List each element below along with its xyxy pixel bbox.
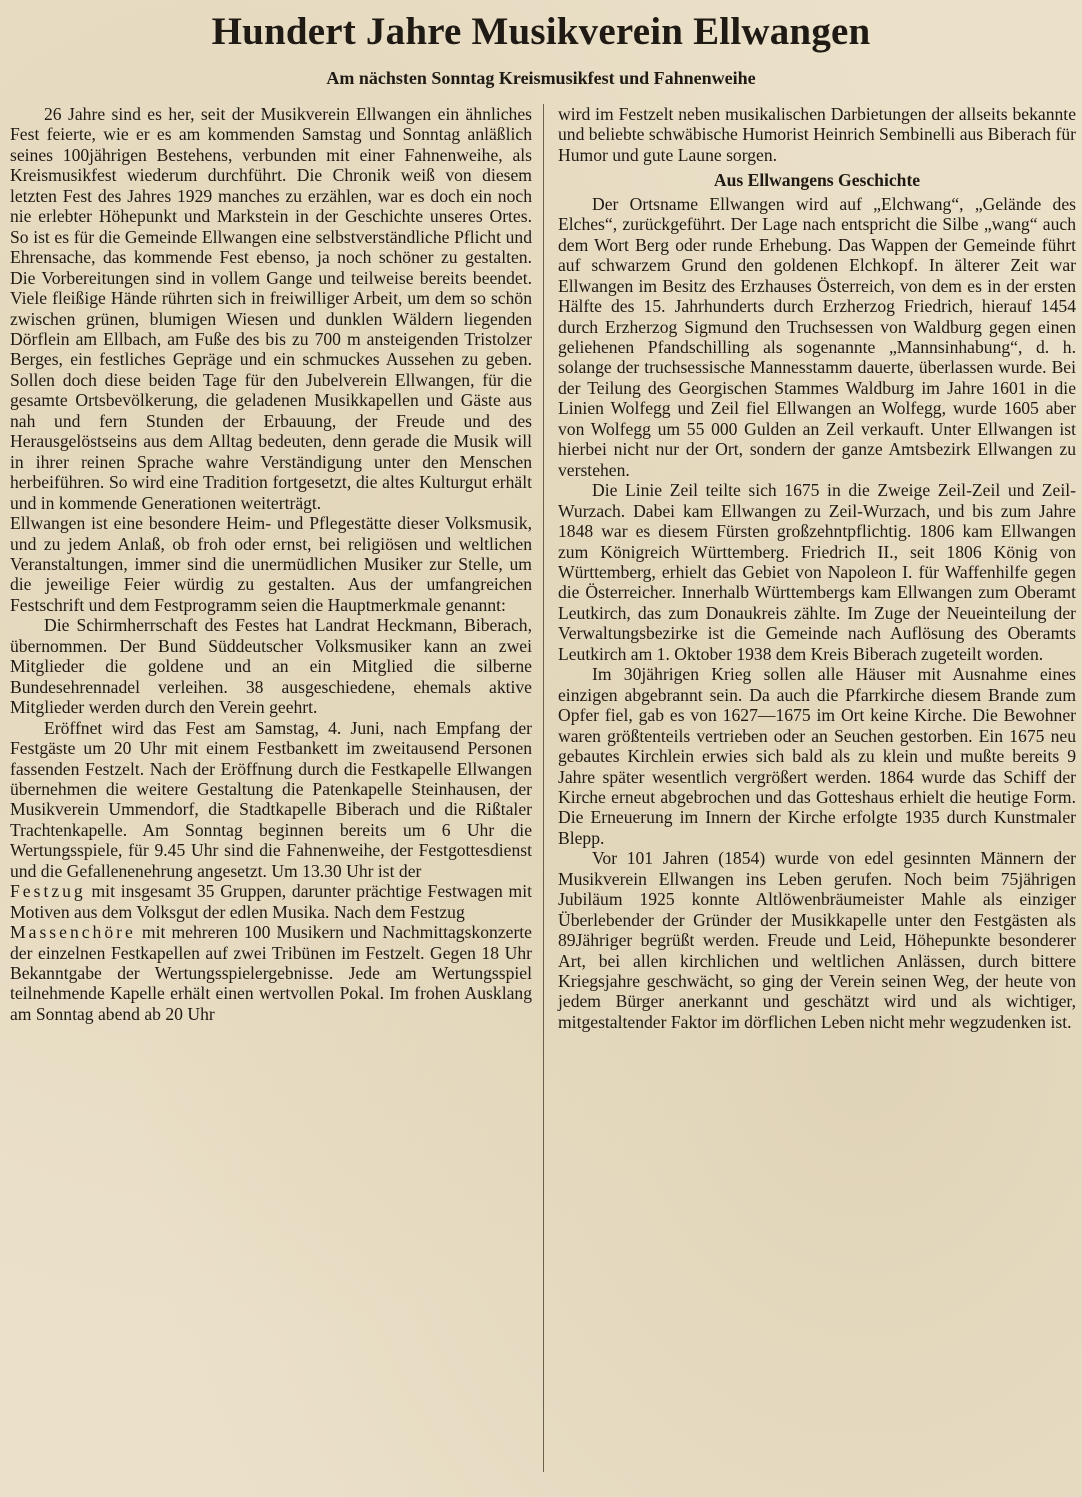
paragraph: wird im Festzelt neben musikalischen Darbietungen der allseits bekannte und beliebte schwäbische Humorist Heinrich Sembinelli aus Biberach für Humor und gute Laune sorgen. [558, 104, 1076, 165]
paragraph [10, 922, 532, 1024]
paragraph [10, 881, 532, 922]
spaced-word: Festzug [10, 881, 86, 902]
paragraph: 26 Jahre sind es her, seit der Musikverein Ellwangen ein ähnliches Fest feierte, wie er es am kommenden Samstag und Sonntag anläßlich seines 100jährigen Bestehens, verbunden mit einer Fahnenweihe, als Kreismusikfest wiederum durchführt. Die Chronik weiß von diesem letzten Fest des Jahres 1929 manches zu erzählen, war es doch ein noch nie erlebter Höhepunkt und Markstein in der Geschichte unseres Ortes. So ist es für die Gemeinde Ellwangen eine selbstverständliche Pflicht und Ehrensache, das kommende Fest ebenso, ja noch schöner zu gestalten. Die Vorbereitungen sind in vollem Gange und teilweise bereits beendet. Viele fleißige Hände rührten sich in freiwilliger Arbeit, um dem so schön zwischen grünen, blumigen Wiesen und dunklen Wäldern liegenden Dörflein am Ellbach, am Fuße des bis zu 700 m ansteigenden Tristolzer Berges, ein festliches Gepräge und ein schmuckes Aussehen zu geben. Sollen doch diese beiden Tage für den Jubelverein Ellwangen, für die gesamte Ortsbevölkerung, die geladenen Musikkapellen und Gäste aus nah und fern Stunden der Erbauung, der Freude und des Herausgelöstseins aus dem Alltag bedeuten, denn gerade die Musik will in ihrer reinen Sprache wahre Verständigung unter den Menschen herbeiführen. So wird eine Tradition fortgesetzt, die altes Kulturgut erhält und in kommende Generationen weiterträgt. [10, 104, 532, 513]
paragraph: Die Linie Zeil teilte sich 1675 in die Zweige Zeil-Zeil und Zeil-Wurzach. Dabei kam Ellwangen zu Zeil-Wurzach, und bis zum Jahre 1848 war es diesem Fürsten großzehntpflichtig. 1806 kam Ellwangen zum Königreich Württemberg. Friedrich II., seit 1806 König von Württemberg, erhielt das Gebiet von Napoleon I. für Waffenhilfe gegen die Österreicher. Innerhalb Württembergs kam Ellwangen zum Oberamt Leutkirch, das zum Donaukreis zählte. Im Zuge der Neueinteilung der Verwaltungsbezirke ist die Gemeinde nach Auflösung des Oberamts Leutkirch am 1. Oktober 1938 dem Kreis Biberach zugeteilt worden. [558, 480, 1076, 664]
spaced-word: Massenchöre [10, 922, 136, 943]
subheadline: Am nächsten Sonntag Kreismusikfest und Fahnenweihe [326, 68, 756, 88]
column-divider [543, 104, 544, 1472]
paragraph: Der Ortsname Ellwangen wird auf „Elchwang“, „Gelände des Elches“, zurückgeführt. Der Lage nach entspricht die Silbe „wang“ auch dem Wort Berg oder runde Erhebung. Das Wappen der Gemeinde führt auf schwarzem Grund den goldenen Elchkopf. In älterer Zeit war Ellwangen im Besitz des Erzhauses Österreich, von dem es in der ersten Hälfte des 15. Jahrhunderts durch Erzherzog Friedrich, hierauf 1454 durch Erzherzog Sigmund den Truchsessen von Waldburg gegen einen geliehenen Pfandschilling als sogenannte „Mannsinhabung“, d. h. solange der truchsessische Mannesstamm dauerte, überlassen wurde. Bei der Teilung des Georgischen Stammes Waldburg im Jahre 1601 in die Linien Wolfegg und Zeil fiel Ellwangen an Wolfegg, wurde 1605 aber von Wolfegg um 55 000 Gulden an Zeil verkauft. Unter Ellwangen ist hierbei nicht nur der Ort, sondern der ganze Amtsbezirk Ellwangen zu verstehen. [558, 193, 1076, 480]
headline: Hundert Jahre Musikverein Ellwangen [211, 10, 871, 53]
right-column [558, 104, 1076, 1032]
paragraph: Die Schirmherrschaft des Festes hat Landrat Heckmann, Biberach, übernommen. Der Bund Süddeutscher Volksmusiker kann an zwei Mitglieder die goldene und an ein Mitglied die silberne Bundesehrennadel verleihen. 38 ausgeschiedene, ehemals aktive Mitglieder werden durch den Verein geehrt. [10, 615, 532, 718]
paragraph: Vor 101 Jahren (1854) wurde von edel gesinnten Männern der Musikverein Ellwangen ins Leben gerufen. Noch beim 75jährigen Jubiläum 1925 konnte Altlöwenbräumeister Mahle als einziger Überlebender der Gründer der Musikkapelle unter den Festgästen als 89Jähriger begrüßt werden. Freude und Leid, Höhepunkte besonderer Art, bei allen kirchlichen und weltlichen Anlässen, durch bittere Kriegsjahre geschwächt, so ging der Verein seinen Weg, der heute von jedem Bürger anerkannt und geschätzt wird und als wichtiger, mitgestaltender Faktor im dörflichen Leben nicht mehr wegzudenken ist. [558, 848, 1076, 1032]
paragraph: Eröffnet wird das Fest am Samstag, 4. Juni, nach Empfang der Festgäste um 20 Uhr mit einem Festbankett im zweitausend Personen fassenden Festzelt. Nach der Eröffnung durch die Festkapelle Ellwangen übernehmen die weitere Gestaltung die Patenkapelle Steinhausen, der Musikverein Ummendorf, die Stadtkapelle Biberach und die Rißtaler Trachtenkapelle. Am Sonntag beginnen bereits um 6 Uhr die Wertungsspiele, für 9.45 Uhr sind die Fahnenweihe, der Festgottesdienst und die Gefallenenehrung angesetzt. Um 13.30 Uhr ist der [10, 717, 532, 881]
left-column [10, 104, 532, 1024]
paragraph-text: mit insgesamt 35 Gruppen, darunter prächtige Festwagen mit Motiven aus dem Volksgut der edlen Musika. Nach dem Festzug [10, 881, 532, 922]
paragraph: Im 30jährigen Krieg sollen alle Häuser mit Ausnahme eines einzigen abgebrannt sein. Da auch die Pfarrkirche diesem Brande zum Opfer fiel, gab es von 1627—1675 im Ort keine Kirche. Die Bewohner waren größtenteils vertrieben oder an Seuchen gestorben. Ein 1675 neu gebautes Kirchlein erwies sich bald als zu klein und mußte bereits 9 Jahre später wesentlich vergrößert werden. 1864 wurde das Schiff der Kirche erneut abgebrochen und das Gotteshaus erhielt die heutige Form. Die Erneuerung im Innern der Kirche erfolgte 1935 durch Kunstmaler Blepp. [558, 664, 1076, 848]
paragraph-text: mit mehreren 100 Musikern und Nachmittagskonzerte der einzelnen Festkapellen auf zwei Tribünen im Festzelt. Gegen 18 Uhr Bekanntgabe der Wertungsspielergebnisse. Jede am Wertungsspiel teilnehmende Kapelle erhält einen wertvollen Pokal. Im frohen Ausklang am Sonntag abend ab 20 Uhr [10, 922, 532, 1024]
section-heading: Aus Ellwangens Geschichte [713, 170, 921, 191]
paragraph: Ellwangen ist eine besondere Heim- und Pflegestätte dieser Volksmusik, und zu jedem Anlaß, ob froh oder ernst, bei religiösen und weltlichen Veranstaltungen, immer sind die unermüdlichen Musiker zur Stelle, um die jeweilige Feier würdig zu gestalten. Aus der umfangreichen Festschrift und dem Festprogramm seien die Hauptmerkmale genannt: [10, 513, 532, 615]
